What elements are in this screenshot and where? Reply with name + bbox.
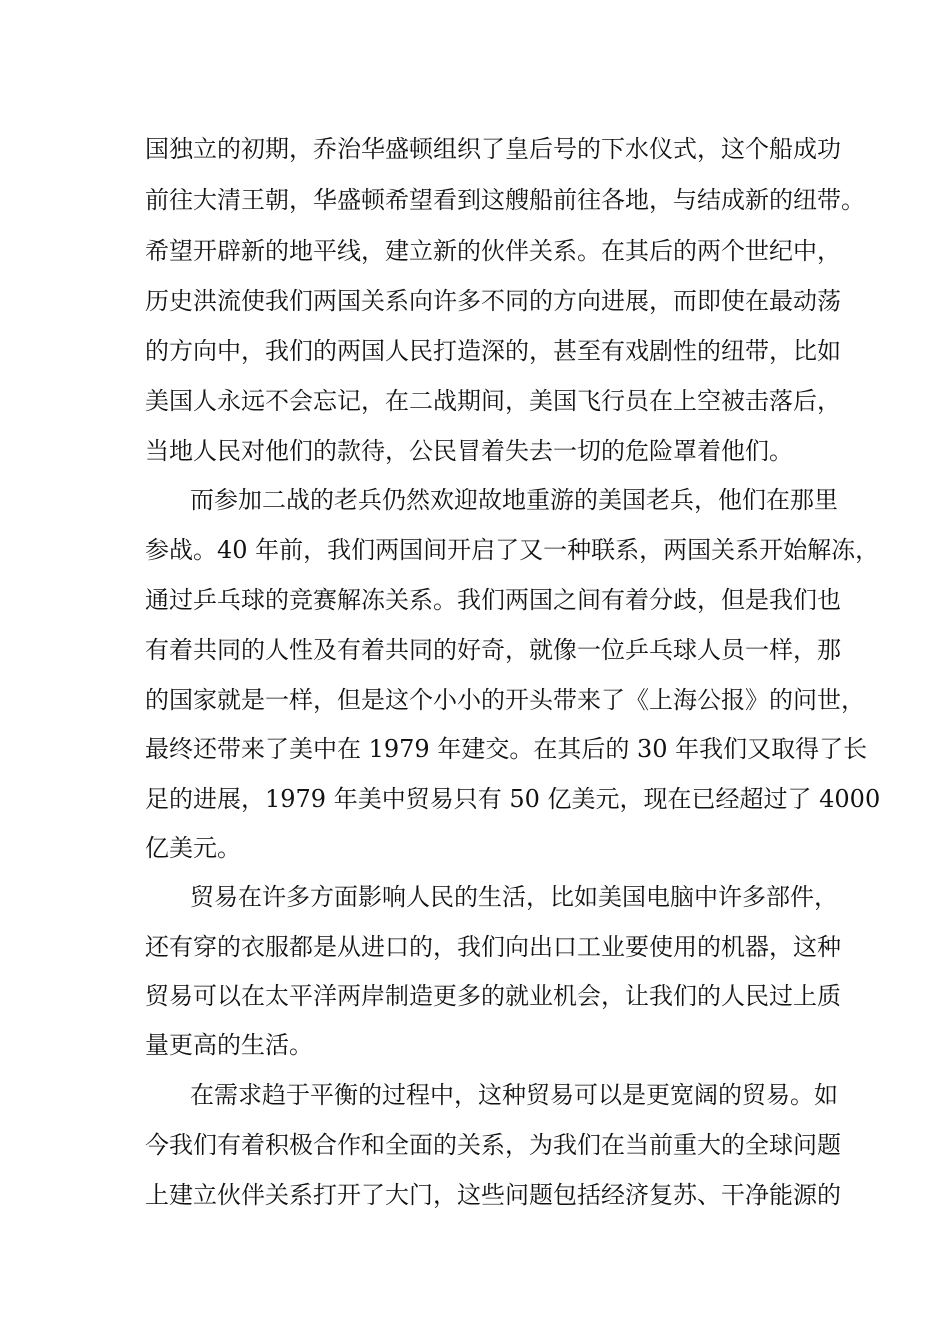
paragraph-first-line: 而参加二战的老兵仍然欢迎故地重游的美国老兵，他们在那里 (190, 486, 838, 514)
text-line: 亿美元。 (145, 834, 241, 862)
text-line: 美国人永远不会忘记，在二战期间，美国飞行员在上空被击落后， (145, 387, 841, 415)
text-line: 还有穿的衣服都是从进口的，我们向出口工业要使用的机器，这种 (145, 933, 841, 961)
paragraph-first-line: 在需求趋于平衡的过程中，这种贸易可以是更宽阔的贸易。如 (190, 1081, 838, 1109)
text-line: 贸易可以在太平洋两岸制造更多的就业机会，让我们的人民过上质 (145, 982, 841, 1010)
text-line: 的方向中，我们的两国人民打造深的，甚至有戏剧性的纽带，比如 (145, 337, 841, 365)
text-line: 通过乒乓球的竞赛解冻关系。我们两国之间有着分歧，但是我们也 (145, 586, 841, 614)
text-line: 有着共同的人性及有着共同的好奇，就像一位乒乓球人员一样，那 (145, 636, 841, 664)
text-line: 希望开辟新的地平线，建立新的伙伴关系。在其后的两个世纪中， (145, 237, 841, 265)
text-line: 国独立的初期，乔治华盛顿组织了皇后号的下水仪式，这个船成功 (145, 135, 841, 163)
text-line: 前往大清王朝，华盛顿希望看到这艘船前往各地，与结成新的纽带。 (145, 186, 865, 214)
paragraph-first-line: 贸易在许多方面影响人民的生活，比如美国电脑中许多部件， (190, 883, 838, 911)
text-line: 的国家就是一样，但是这个小小的开头带来了《上海公报》的问世， (145, 686, 865, 714)
text-line: 量更高的生活。 (145, 1031, 313, 1059)
text-line: 参战。40 年前，我们两国间开启了又一种联系，两国关系开始解冻， (145, 536, 880, 564)
text-line: 足的进展，1979 年美中贸易只有 50 亿美元，现在已经超过了 4000 (145, 785, 881, 813)
text-line: 上建立伙伴关系打开了大门，这些问题包括经济复苏、干净能源的 (145, 1181, 841, 1209)
text-line: 当地人民对他们的款待，公民冒着失去一切的危险罩着他们。 (145, 437, 793, 465)
text-line: 今我们有着积极合作和全面的关系，为我们在当前重大的全球问题 (145, 1131, 841, 1159)
text-line: 最终还带来了美中在 1979 年建交。在其后的 30 年我们又取得了长 (145, 735, 868, 763)
text-line: 历史洪流使我们两国关系向许多不同的方向进展，而即使在最动荡 (145, 287, 841, 315)
